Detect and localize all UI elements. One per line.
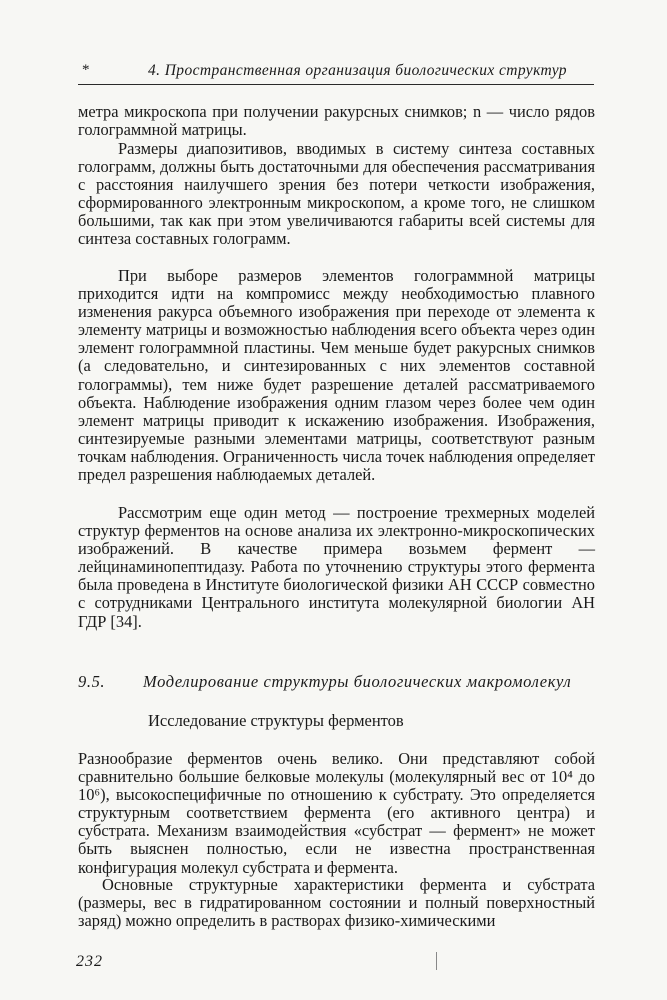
page-number: 232 [76, 953, 103, 970]
paragraph-continuation: метра микроскопа при получении ракурсных снимков; n — число рядов голограммной матрицы. [78, 102, 595, 140]
section-title: Моделирование структуры биологических макромолекул [143, 672, 572, 691]
paragraph-diapositive-size: Размеры диапозитивов, вводимых в систему синтеза составных голограмм, должны быть достаточными для обеспечения рассматривания с расстояния наилучшего зрения без потери четкости изображения, сформированного электронным микроскопом, а кроме того, не слишком большими, так как при этом увеличиваются габариты всей системы для синтеза составных голограмм. [78, 139, 595, 249]
subsection-title: Исследование структуры ферментов [148, 711, 404, 730]
header-marker: * [82, 62, 90, 78]
running-header [78, 60, 594, 85]
running-title: 4. Пространственная организация биологических структур [148, 62, 567, 79]
paragraph-enzyme-method: Рассмотрим еще один метод — построение трехмерных моделей структур ферментов на основе анализа их электронно-микроскопических изображений. В качестве примера возьмем фермент — лейцинаминопептидазу. Работа по уточнению структуры этого фермента была проведена в Институте биологической физики АН СССР совместно с сотрудниками Центрального института молекулярной биологии АН ГДР [34]. [78, 503, 595, 631]
paragraph-enzyme-diversity: Разнообразие ферментов очень велико. Они представляют собой сравнительно большие белковые молекулы (молекулярный вес от 10⁴ до 10⁶), высокоспецифичные по отношению к субстрату. Это определяется структурным соответствием фермента (его активного центра) и субстрата. Механизм взаимодействия «субстрат — фермент» не может быть выяснен полностью, если не известна пространственная конфигурация молекул субстрата и фермента. [78, 749, 595, 877]
paragraph-matrix-elements: При выборе размеров элементов голограммной матрицы приходится идти на компромисс между необходимостью плавного изменения ракурса объемного изображения при переходе от элемента к элементу матрицы и возможностью наблюдения всего объекта через один элемент голограммной пластины. Чем меньше будет ракурсных снимков (а следовательно, и синтезированных с них элементов составной голограммы), тем ниже будет разрешение деталей рассматриваемого объекта. Наблюдение изображения одним глазом через более чем один элемент матрицы приводит к искажению изображения. Изображения, синтезируемые разными элементами матрицы, соответствуют разным точкам наблюдения. Ограниченность числа точек наблюдения определяет предел разрешения наблюдаемых деталей. [78, 266, 595, 485]
section-number: 9.5. [78, 672, 106, 691]
margin-rule [436, 952, 437, 970]
paragraph-structural-characteristics: Основные структурные характеристики фермента и субстрата (размеры, вес в гидратированном состоянии и полный поверхностный заряд) можно определить в растворах физико-химическими [78, 875, 595, 931]
